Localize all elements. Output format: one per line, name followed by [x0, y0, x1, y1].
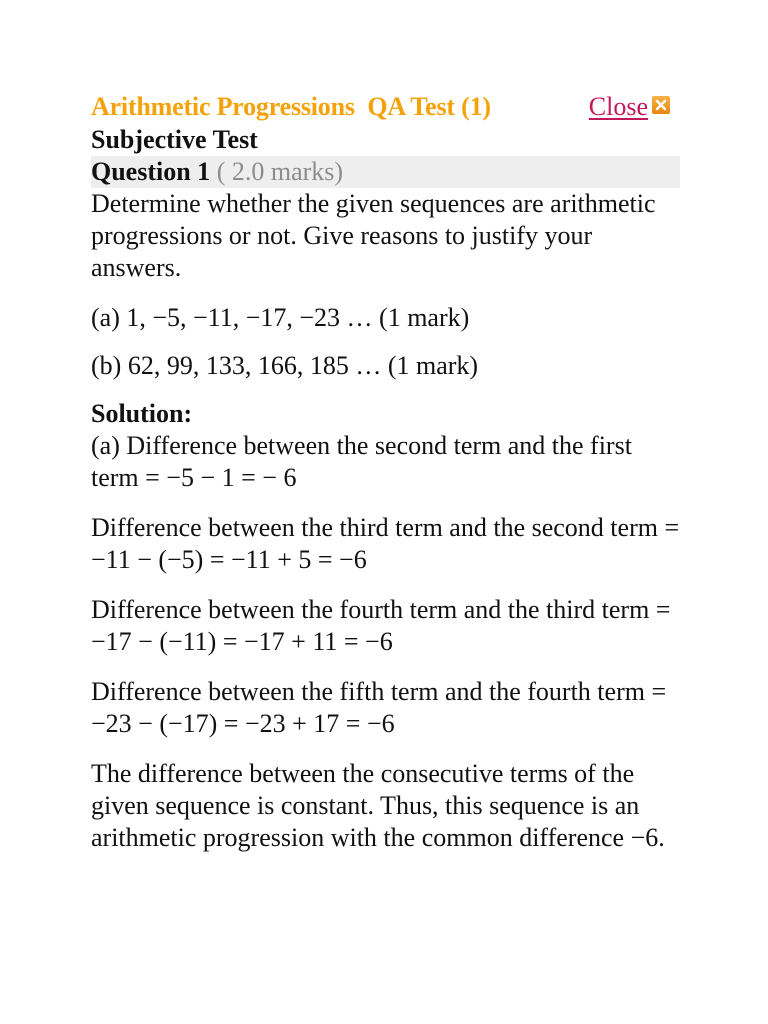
- solution-line-2: Difference between the third term and the second term = −11 − (−5) = −11 + 5 = −6: [91, 513, 680, 574]
- document-title: Arithmetic Progressions QA Test (1): [91, 92, 491, 121]
- solution-line-1: (a) Difference between the second term and the first term = −5 − 1 = − 6: [91, 431, 632, 492]
- solution-line-3: Difference between the fourth term and the third term = −17 − (−11) = −17 + 11 = −6: [91, 595, 671, 656]
- close-label[interactable]: Close: [588, 92, 648, 121]
- solution-line-4: Difference between the fifth term and the fourth term = −23 − (−17) = −23 + 17 = −6: [91, 677, 667, 738]
- question-prompt: Determine whether the given sequences are arithmetic progressions or not. Give reasons to justify your answers.: [91, 189, 656, 282]
- close-link[interactable]: [589, 92, 670, 122]
- question-part-b: (b) 62, 99, 133, 166, 185 … (1 mark): [91, 351, 479, 380]
- question-header: [91, 156, 680, 188]
- question-body: [91, 188, 681, 854]
- solution-heading: Solution:: [91, 399, 193, 428]
- solution-conclusion: The difference between the consecutive terms of the given sequence is constant. Thus, this sequence is an arithmetic progression with the common difference −6.: [91, 759, 665, 852]
- header-row: [91, 92, 681, 124]
- question-label: Question 1: [91, 157, 211, 186]
- close-icon[interactable]: [652, 96, 670, 114]
- test-type-heading: Subjective Test: [91, 125, 258, 154]
- question-part-a: (a) 1, −5, −11, −17, −23 … (1 mark): [91, 303, 470, 332]
- question-marks: ( 2.0 marks): [210, 157, 344, 186]
- document-content: [91, 92, 681, 854]
